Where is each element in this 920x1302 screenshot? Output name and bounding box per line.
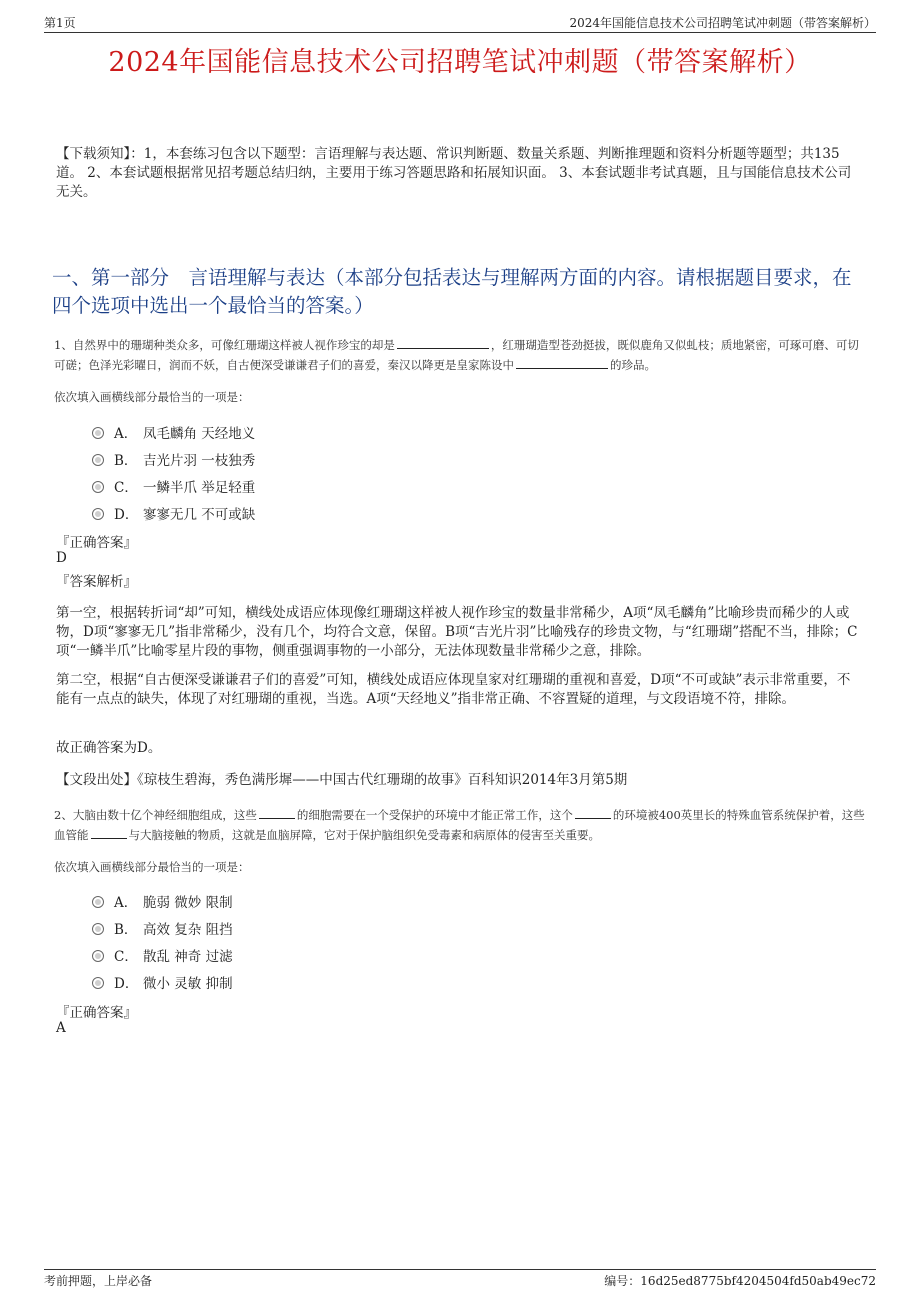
footer-slogan: 考前押题，上岸必备 [44,1274,153,1288]
q1-answer-label: 『正确答案』 [56,535,137,551]
radio-icon[interactable] [92,923,104,935]
q1-conclusion: 故正确答案为D。 [56,740,162,756]
fill-blank [91,826,127,839]
radio-icon[interactable] [92,950,104,962]
page-title: 2024年国能信息技术公司招聘笔试冲刺题（带答案解析） [108,47,812,78]
radio-icon[interactable] [92,977,104,989]
page-header [44,12,876,33]
radio-icon[interactable] [92,896,104,908]
q1-answer: D [56,550,67,566]
question-2-text: 2、大脑由数十亿个神经细胞组成，这些 的细胞需要在一个受保护的环境中才能正常工作，这个 的环境被400英里长的特殊血管系统保护着，这些血管能 与大脑接触的物质，这就是血脑屏障，它对于保护脑组织免受毒素和病原体的侵害至关重要。 [54,808,865,842]
fill-blank [575,806,611,819]
fill-blank [397,336,489,349]
q1-analysis-label: 『答案解析』 [56,574,137,590]
fill-blank [516,356,608,369]
question-1-text: 1、自然界中的珊瑚种类众多，可像红珊瑚这样被人视作珍宝的却是 ，红珊瑚造型苍劲挺拔，既似鹿角又似虬枝；质地紧密，可琢可磨、可切可磋；色泽光彩曜日，润而不妖，自古便深受谦谦君子们的喜爱，秦汉以降更是皇家陈设中 的珍品。 [54,338,859,372]
question-1-prompt: 依次填入画横线部分最恰当的一项是： [54,390,250,404]
q2-answer: A [56,1020,66,1036]
footer-doc-id: 编号：16d25ed8775bf4204504fd50ab49ec72 [604,1274,876,1288]
radio-icon[interactable] [92,427,104,439]
radio-icon[interactable] [92,481,104,493]
fill-blank [259,806,295,819]
header-doc-title: 2024年国能信息技术公司招聘笔试冲刺题（带答案解析） [569,16,876,30]
q1-analysis-paragraph-2: 第二空，根据“自古便深受谦谦君子们的喜爱”可知，横线处成语应体现皇家对红珊瑚的重视和喜爱，D项“不可或缺”表示非常重要，不能有一点点的缺失，体现了对红珊瑚的重视，当选。A项“天经地义”指非常正确、不容置疑的道理，与文段语境不符，排除。 [56,672,851,707]
question-2-prompt: 依次填入画横线部分最恰当的一项是： [54,860,250,874]
q1-analysis-paragraph-1: 第一空，根据转折词“却”可知，横线处成语应体现像红珊瑚这样被人视作珍宝的数量非常稀少，A项“凤毛麟角”比喻珍贵而稀少的人或物，D项“寥寥无几”指非常稀少，没有几个，均符合文意，保留。B项“吉光片羽”比喻残存的珍贵文物，与“红珊瑚”搭配不当，排除；C项“一鳞半爪”比喻零星片段的事物，侧重强调事物的一小部分，无法体现数量非常稀少之意，排除。 [56,605,858,659]
q2-answer-label: 『正确答案』 [56,1005,137,1021]
page-number: 第1页 [44,16,76,30]
q1-source: 【文段出处】《琼枝生碧海，秀色满彤墀——中国古代红珊瑚的故事》百科知识2014年3月第5期 [56,772,628,788]
download-notice: 【下载须知】：1，本套练习包含以下题型：言语理解与表达题、常识判断题、数量关系题、判断推理题和资料分析题等题型；共135道。 2、本套试题根据常见招考题总结归纳，主要用于练习答题思路和拓展知识面。 3、本套试题非考试真题，且与国能信息技术公司无关。 [56,146,852,200]
radio-icon[interactable] [92,508,104,520]
page-footer [44,1269,876,1288]
section-heading: 一、第一部分 言语理解与表达（本部分包括表达与理解两方面的内容。请根据题目要求，在四个选项中选出一个最恰当的答案。） [52,266,852,317]
radio-icon[interactable] [92,454,104,466]
